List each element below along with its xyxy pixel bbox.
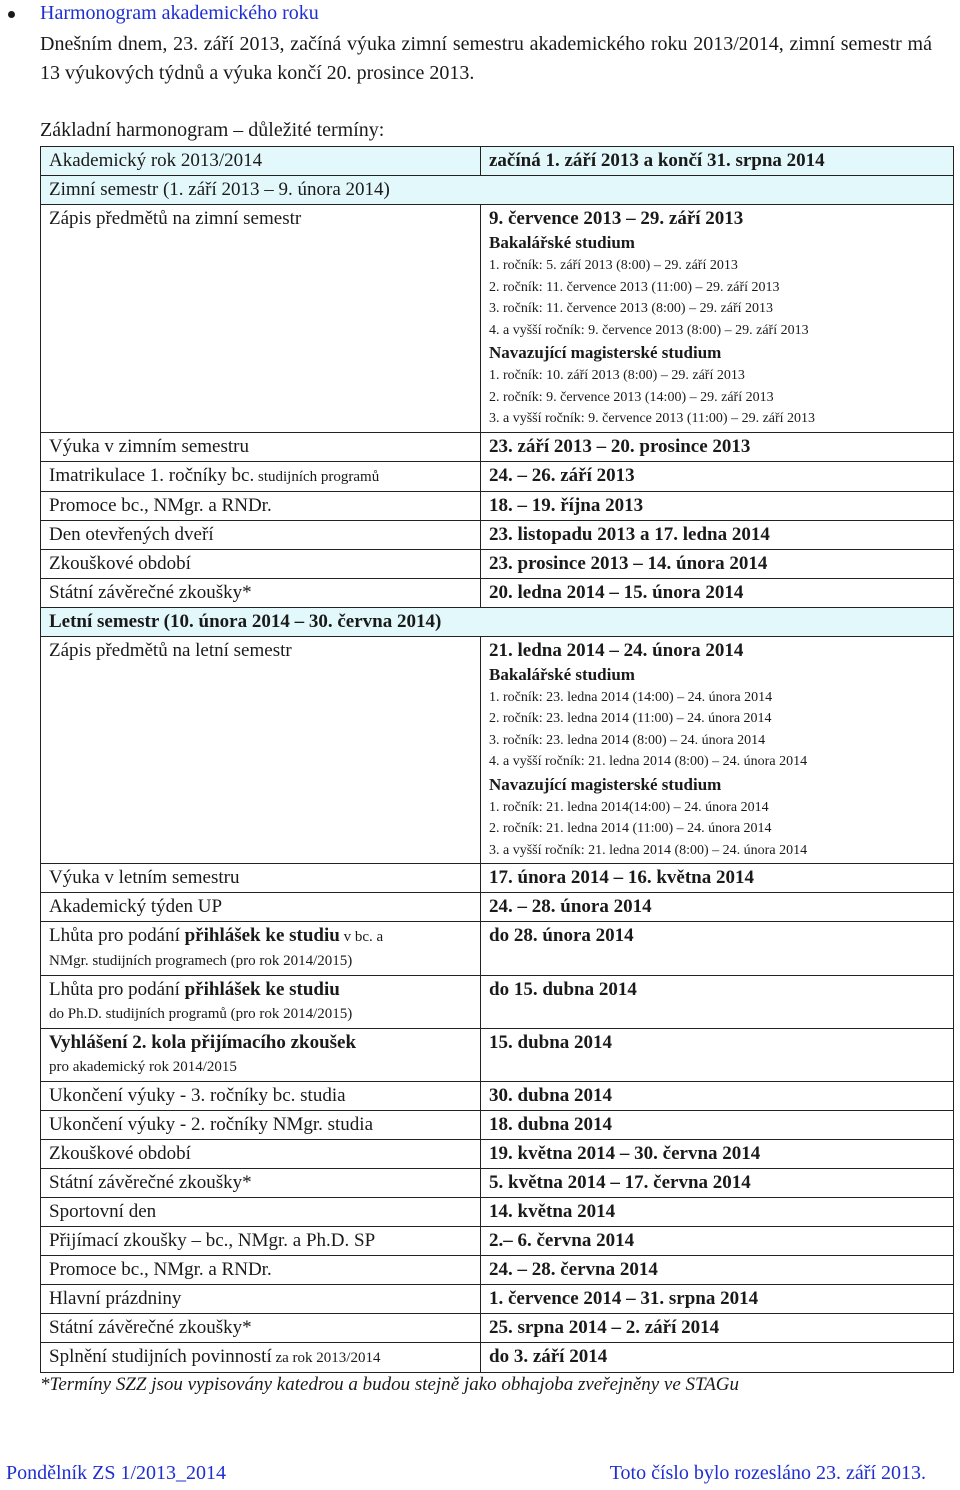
row-date: 23. prosince 2013 – 14. února 2014	[481, 549, 954, 578]
footer-issue: Pondělník ZS 1/2013_2014	[6, 1462, 227, 1484]
row-label: Státní závěrečné zkoušky*	[41, 1169, 481, 1198]
row-date: 18. – 19. října 2013	[481, 491, 954, 520]
row-label: Zkouškové období	[41, 549, 481, 578]
table-row	[41, 1169, 954, 1198]
row-date: do 15. dubna 2014	[481, 976, 954, 1029]
row-label	[41, 922, 481, 976]
row-date: 25. srpna 2014 – 2. září 2014	[481, 1314, 954, 1343]
row-label: Zápis předmětů na letní semestr	[41, 636, 481, 864]
row-label: Zápis předmětů na zimní semestr	[41, 205, 481, 433]
row-label: Hlavní prázdniny	[41, 1285, 481, 1314]
schedule-subheading: Základní harmonogram – důležité termíny:	[40, 119, 385, 141]
enroll-details	[489, 663, 945, 862]
row-date: 30. dubna 2014	[481, 1082, 954, 1111]
detail-line: 2. ročník: 23. ledna 2014 (11:00) – 24. února 2014	[489, 711, 772, 726]
table-row	[41, 1256, 954, 1285]
table-row	[41, 1198, 954, 1227]
row-date: 17. února 2014 – 16. května 2014	[481, 864, 954, 893]
detail-heading: Bakalářské studium	[489, 664, 635, 684]
footnote: *Termíny SZZ jsou vypisovány katedrou a budou stejně jako obhajoba zveřejněny ve STAGu	[40, 1374, 740, 1395]
table-row	[41, 205, 954, 433]
label-part: v bc. a	[339, 929, 384, 945]
table-row	[41, 176, 954, 205]
row-label: Promoce bc., NMgr. a RNDr.	[41, 1256, 481, 1285]
table-row	[41, 893, 954, 922]
row-date: 1. července 2014 – 31. srpna 2014	[481, 1285, 954, 1314]
label-part: Lhůta pro podání	[49, 925, 185, 946]
row-date: 24. – 28. června 2014	[481, 1256, 954, 1285]
row-date: 15. dubna 2014	[481, 1029, 954, 1082]
schedule-table	[40, 146, 954, 1373]
detail-line: 3. ročník: 11. července 2013 (8:00) – 29. září 2013	[489, 301, 774, 316]
footer-sent-date: Toto číslo bylo rozesláno 23. září 2013.	[609, 1462, 926, 1484]
row-date: 2.– 6. června 2014	[481, 1227, 954, 1256]
label-part: přihlášek ke studiu	[184, 979, 340, 1000]
table-row	[41, 1285, 954, 1314]
row-label: Ukončení výuky - 3. ročníky bc. studia	[41, 1082, 481, 1111]
summer-semester-header: Letní semestr (10. února 2014 – 30. června 2014)	[41, 607, 954, 636]
row-label: Výuka v letním semestru	[41, 864, 481, 893]
table-row	[41, 461, 954, 491]
row-label: Přijímací zkoušky – bc., NMgr. a Ph.D. SP	[41, 1227, 481, 1256]
label-part: Vyhlášení 2. kola přijímacího zkoušek	[49, 1032, 357, 1053]
row-label	[41, 461, 481, 491]
table-row	[41, 1082, 954, 1111]
row-label: Státní závěrečné zkoušky*	[41, 578, 481, 607]
detail-line: 4. a vyšší ročník: 21. ledna 2014 (8:00) – 24. února 2014	[489, 754, 808, 769]
row-label	[41, 1343, 481, 1373]
detail-line: 3. a vyšší ročník: 21. ledna 2014 (8:00) – 24. února 2014	[489, 842, 808, 858]
label-part: pro akademický rok 2014/2015	[49, 1059, 237, 1075]
table-row	[41, 1314, 954, 1343]
detail-line: 3. ročník: 23. ledna 2014 (8:00) – 24. února 2014	[489, 732, 766, 748]
label-part: do Ph.D. studijních programů (pro rok 2014/2015)	[49, 1006, 353, 1022]
table-row	[41, 864, 954, 893]
row-label: Státní závěrečné zkoušky*	[41, 1314, 481, 1343]
table-row	[41, 1140, 954, 1169]
row-date-block	[481, 636, 954, 864]
row-date: 14. května 2014	[481, 1198, 954, 1227]
detail-heading: Navazující magisterské studium	[489, 774, 722, 794]
intro-paragraph: Dnešním dnem, 23. září 2013, začíná výuka zimní semestru akademického roku 2013/2014, zimní semestr má 13 výukových týdnů a výuka končí 20. prosince 2013.	[40, 33, 932, 84]
detail-line: 1. ročník: 10. září 2013 (8:00) – 29. září 2013	[489, 368, 745, 383]
label-part: Imatrikulace 1. ročníky bc.	[49, 464, 255, 486]
row-label	[41, 976, 481, 1029]
row-date: 24. – 26. září 2013	[481, 461, 954, 491]
row-date-block	[481, 205, 954, 433]
table-row	[41, 491, 954, 520]
detail-line: 1. ročník: 5. září 2013 (8:00) – 29. září 2013	[489, 258, 738, 273]
row-label: Promoce bc., NMgr. a RNDr.	[41, 491, 481, 520]
row-label: Akademický rok 2013/2014	[41, 147, 481, 176]
row-date: 23. září 2013 – 20. prosince 2013	[481, 432, 954, 461]
table-row	[41, 147, 954, 176]
row-label	[41, 1029, 481, 1082]
table-row	[41, 1029, 954, 1082]
detail-line: 2. ročník: 9. července 2013 (14:00) – 29. září 2013	[489, 389, 774, 405]
row-date: 18. dubna 2014	[481, 1111, 954, 1140]
row-date: 19. května 2014 – 30. června 2014	[481, 1140, 954, 1169]
table-row	[41, 1111, 954, 1140]
table-row	[41, 922, 954, 976]
row-date: 24. – 28. února 2014	[481, 893, 954, 922]
detail-line: 2. ročník: 11. července 2013 (11:00) – 29. září 2013	[489, 279, 780, 295]
table-row	[41, 578, 954, 607]
winter-semester-header: Zimní semestr (1. září 2013 – 9. února 2014)	[41, 176, 954, 205]
detail-line: 4. a vyšší ročník: 9. července 2013 (8:00) – 29. září 2013	[489, 322, 809, 338]
row-date: 21. ledna 2014 – 24. února 2014	[489, 639, 744, 661]
row-date: do 3. září 2014	[481, 1343, 954, 1373]
row-date: 20. ledna 2014 – 15. února 2014	[481, 578, 954, 607]
row-date: do 28. února 2014	[481, 922, 954, 976]
row-label: Zkouškové období	[41, 1140, 481, 1169]
table-row	[41, 432, 954, 461]
detail-heading: Bakalářské studium	[489, 233, 635, 252]
table-row	[41, 520, 954, 549]
row-date: 23. listopadu 2013 a 17. ledna 2014	[481, 520, 954, 549]
row-label: Výuka v zimním semestru	[41, 432, 481, 461]
table-row	[41, 976, 954, 1029]
row-date: 9. července 2013 – 29. září 2013	[489, 208, 744, 229]
label-part: NMgr. studijních programech (pro rok 2014/2015)	[49, 953, 353, 969]
table-row	[41, 1227, 954, 1256]
label-part: studijních programů	[254, 468, 380, 485]
table-row	[41, 1343, 954, 1373]
label-part: Lhůta pro podání	[49, 979, 185, 1000]
row-label: Sportovní den	[41, 1198, 481, 1227]
label-part: za rok 2013/2014	[271, 1350, 381, 1366]
row-date: 5. května 2014 – 17. června 2014	[481, 1169, 954, 1198]
detail-line: 1. ročník: 23. ledna 2014 (14:00) – 24. února 2014	[489, 689, 773, 705]
row-label: Akademický týden UP	[41, 893, 481, 922]
detail-line: 2. ročník: 21. ledna 2014 (11:00) – 24. února 2014	[489, 821, 772, 836]
detail-line: 1. ročník: 21. ledna 2014(14:00) – 24. února 2014	[489, 799, 769, 815]
table-row	[41, 549, 954, 578]
table-row	[41, 636, 954, 864]
page-title: Harmonogram akademického roku	[40, 2, 319, 24]
enroll-details	[489, 231, 945, 430]
row-label: Ukončení výuky - 2. ročníky NMgr. studia	[41, 1111, 481, 1140]
table-row	[41, 607, 954, 636]
row-date: začíná 1. září 2013 a končí 31. srpna 2014	[481, 147, 954, 176]
label-part: přihlášek ke studiu	[184, 925, 340, 946]
detail-line: 3. a vyšší ročník: 9. července 2013 (11:00) – 29. září 2013	[489, 411, 816, 426]
detail-heading: Navazující magisterské studium	[489, 343, 722, 362]
row-label: Den otevřených dveří	[41, 520, 481, 549]
label-part: Splnění studijních povinností	[49, 1346, 272, 1367]
bullet-icon	[8, 11, 15, 18]
